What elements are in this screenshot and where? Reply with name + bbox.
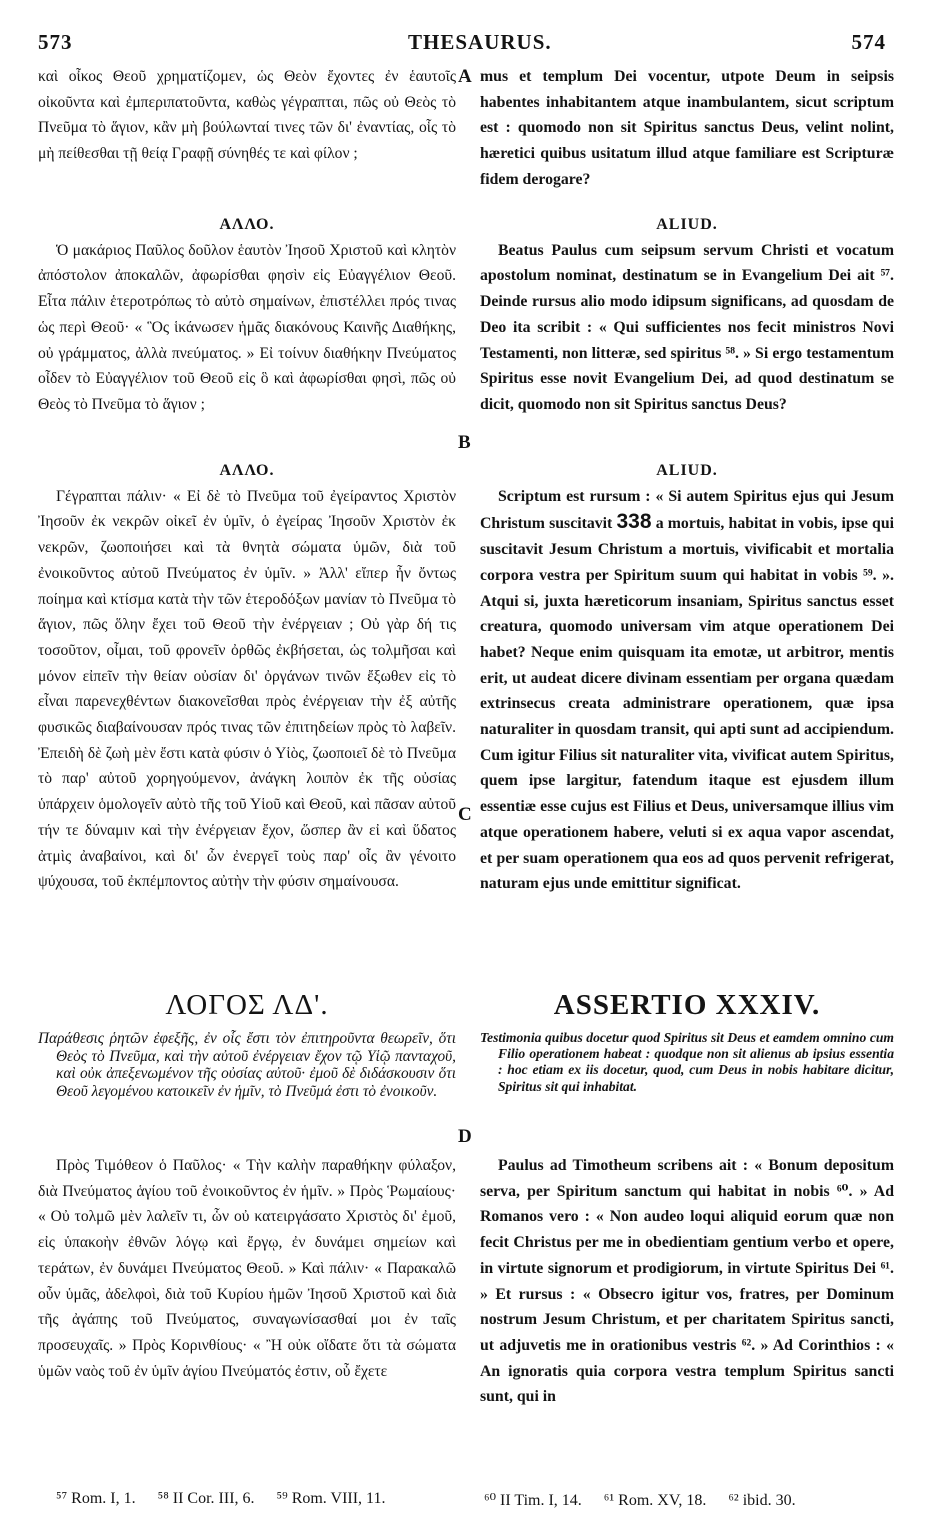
latin-section-heading: ALIUD. xyxy=(656,216,718,233)
greek-final-block xyxy=(38,1153,456,1384)
greek-aliud-1-block xyxy=(38,212,456,418)
left-page-number: 573 xyxy=(38,30,73,54)
latin-assertio-block xyxy=(480,988,894,1095)
greek-summary: Παράθεσις ῥητῶν ἐφεξῆς, ἐν οἷς ἔστι τὸν ἐπιτηροῦντα θεωρεῖν, ὅτι Θεὸς τὸ Πνεῦμα, καὶ τὴν αὐτοῦ ἐνέργειαν ἔχον τῷ Υἱῷ πανταχοῦ, καὶ οὐκ ἀπεξενωμένον τῆς οὐσίας αὐτοῦ· ἐμοῦ δὲ διδάσκουσιν ὅτι Θεοῦ λεγομένου κατοικεῖν ἐν ἡμῖν, τὸ Πνεῦμά ἐστι τὸ ἐνοικοῦν. xyxy=(38,1030,456,1100)
margin-mark-b: B xyxy=(458,432,471,453)
original-page-number: 338 xyxy=(616,510,652,534)
latin-summary: Testimonia quibus docetur quod Spiritus sit Deus et eamdem omnino cum Filio operationem habeat : quodque non sit alienus ab ipsius essentia : hoc etiam ex iis docetur, quod, cum Deus in nobis habitare dicitur, Spiritus sit qui inhabitat. xyxy=(480,1030,894,1094)
footnote: ⁶² ibid. 30. xyxy=(728,1492,796,1509)
greek-paragraph: Ὁ μακάριος Παῦλος δοῦλον ἑαυτὸν Ἰησοῦ Χριστοῦ καὶ κλητὸν ἀπόστολον ἀποκαλῶν, ἀφωρίσθαι φησὶν εἰς Εὐαγγέλιον Θεοῦ. Εἶτα πάλιν ἑτεροτρόπως τὸ αὐτὸ σημαίνων, ἐπιστέλλει πρός τινας ὡς περὶ Θεοῦ· « Ὃς ἱκάνωσεν ἡμᾶς διακόνους Καινῆς Διαθήκης, οὐ γράμματος, ἀλλὰ πνεύματος. » Εἰ τοίνυν διαθήκην Πνεύματος οἶδεν τὸ Εὐαγγέλιον τοῦ Θεοῦ εἰς ὃ καὶ ἀφωρίσθαι φησὶ, πῶς οὐ Θεὸς τὸ Πνεῦμα τὸ ἅγιον ; xyxy=(38,241,456,413)
latin-paragraph: Beatus Paulus cum seipsum servum Christi et vocatum apostolum nominat, destinatum se in Evangelium Dei ait ⁵⁷. Deinde rursus alio modo idipsum significans, ad quosdam de Deo ita scribit : « Qui sufficientes nos fecit ministros Novi Testamenti, non litteræ, sed spiritus ⁵⁸. » Si ergo testamentum Spiritus esse novit Evangelium Dei, ad quod destinatum se dicit, quomodo non sit Spiritus sanctus Deus? xyxy=(480,241,894,413)
latin-aliud-1-block xyxy=(480,212,894,418)
latin-section-heading: ALIUD. xyxy=(656,462,718,479)
greek-aliud-2-block xyxy=(38,458,456,895)
greek-section-heading: ΑΛΛΟ. xyxy=(219,462,275,479)
running-title: THESAURUS. xyxy=(408,30,552,54)
footnote: ⁶¹ Rom. XV, 18. xyxy=(603,1492,707,1509)
footnotes-right xyxy=(484,1490,814,1510)
latin-assertio-title: ASSERTIO XXXIV. xyxy=(553,989,821,1021)
greek-logos-title: ΛΟΓΟΣ ΛΔ'. xyxy=(165,989,329,1021)
margin-mark-c: C xyxy=(458,804,472,825)
latin-aliud-2-block xyxy=(480,458,894,897)
greek-logos-block xyxy=(38,988,456,1100)
greek-opening-text: καὶ οἶκος Θεοῦ χρηματίζομεν, ὡς Θεὸν ἔχοντες ἐν ἑαυτοῖς οἰκοῦντα καὶ ἐμπεριπατοῦντα, καθὼς γέγραπται, πῶς οὐ Θεὸς τὸ Πνεῦμα τὸ ἅγιον, κἂν μὴ βούλωνταί τινες τῶν δι' ἐναντίας, οἷς τὸ μὴ πείθεσθαι τῇ θείᾳ Γραφῇ σύνηθές τε καὶ φίλον ; xyxy=(38,68,456,163)
greek-paragraph: Πρὸς Τιμόθεον ὁ Παῦλος· « Τὴν καλὴν παραθήκην φύλαξον, διὰ Πνεύματος ἁγίου τοῦ ἐνοικοῦντος ἐν ἡμῖν. » Πρὸς Ῥωμαίους· « Οὐ τολμῶ μὲν λαλεῖν τι, ὧν οὐ κατειργάσατο Χριστὸς δι' ἐμοῦ, εἰς ὑπακοὴν ἐθνῶν λόγῳ καὶ ἔργῳ, ἐν δυνάμει σημείων καὶ τεράτων, ἐν δυνάμει Πνεύματος Θεοῦ. » Καὶ πάλιν· « Παρακαλῶ οὖν ὑμᾶς, ἀδελφοὶ, διὰ τοῦ Κυρίου ἡμῶν Ἰησοῦ Χριστοῦ καὶ διὰ τῆς ἀγάπης τοῦ Πνεύματος, συναγωνίσασθαί μοι ἐν ταῖς προσευχαῖς. » Πρὸς Κορινθίους· « Ἢ οὐκ οἴδατε ὅτι τὰ σώματα ὑμῶν ναὸς τοῦ ἐν ὑμῖν ἁγίου Πνεύματός ἐστιν, οὗ ἔχετε xyxy=(38,1157,456,1380)
latin-final-block xyxy=(480,1153,894,1410)
footnote: ⁶⁰ II Tim. I, 14. xyxy=(484,1492,582,1509)
latin-opening-block xyxy=(480,64,894,193)
footnote: ⁵⁷ Rom. I, 1. xyxy=(56,1490,136,1507)
footnote: ⁵⁹ Rom. VIII, 11. xyxy=(276,1490,386,1507)
right-page-number: 574 xyxy=(851,30,886,54)
latin-text-part: Scriptum est rursum : « Si autem Spiritus ejus qui Jesum Christum suscitavit xyxy=(480,487,894,533)
margin-mark-d: D xyxy=(458,1126,472,1147)
latin-opening-text: mus et templum Dei vocentur, utpote Deum in seipsis habentes inhabitantem atque inambulantem, sicut scriptum est : quomodo non sit Spiritus sanctus Deus, velint nolint, hæretici quibus usitatum illud atque familiare est Scripturæ fidem derogare? xyxy=(480,68,894,188)
margin-mark-a: A xyxy=(458,66,472,87)
greek-opening-block xyxy=(38,64,456,167)
footnotes-left xyxy=(56,1490,403,1508)
latin-text-part: a mortuis, habitat in vobis, ipse qui suscitavit Jesum Christum a mortuis, vivificabit et mortalia corpora vestra per Spiritum suum qui habitat in vobis ⁵⁹. ». Atqui si, juxta hæreticorum insaniam, Spiritus sanctus esset creatura, quomodo universam vim atque operationem Dei habet? Neque enim quisquam ita emotæ, ut arbitror, mentis erit, ut audeat dicere divinam essentiam per organa quædam extrinsecus creata administrare operationem, quæ ipsa naturaliter in quosdam transit, qui apti sunt ad accipiendum. Cum igitur Filius sit naturaliter vita, vivificat autem Spiritus, quem ipse largitur, fatendum itaque est ejusdem illum essentiæ esse cujus est Filius et Deus, universamque illius vim atque operationem habere, veluti si ex aqua vapor ascendat, et per suam operationem qua eos ad quos pervenit refrigerat, naturam ejus unde emittitur significat. xyxy=(480,515,895,893)
latin-paragraph xyxy=(480,484,894,897)
footnote: ⁵⁸ II Cor. III, 6. xyxy=(157,1490,255,1507)
latin-paragraph: Paulus ad Timotheum scribens ait : « Bonum depositum serva, per Spiritum sanctum qui habitat in nobis ⁶⁰. » Ad Romanos vero : « Non audeo loqui aliquid eorum quæ non fecit Christus per me in obedientiam gentium verbo et opere, in virtute signorum et prodigiorum, in virtute Spiritus Dei ⁶¹. » Et rursus : « Obsecro igitur vos, fratres, per Dominum nostrum Jesum Christum, et per charitatem Spiritus sancti, ut adjuvetis me in orationibus vestris ⁶². » Ad Corinthios : « An ignoratis quia corpora vestra templum Spiritus sancti sunt, qui in xyxy=(480,1157,894,1406)
greek-section-heading: ΑΛΛΟ. xyxy=(219,216,275,233)
greek-paragraph: Γέγραπται πάλιν· « Εἰ δὲ τὸ Πνεῦμα τοῦ ἐγείραντος Χριστὸν Ἰησοῦν ἐκ νεκρῶν οἰκεῖ ἐν ὑμῖν, ὁ ἐγείρας Ἰησοῦν Χριστὸν ἐκ νεκρῶν, ζωοποιήσει καὶ τὰ θνητὰ σώματα ὑμῶν, διὰ τοῦ ἐνοικοῦντος αὐτοῦ Πνεύματος ἐν ὑμῖν. » Ἀλλ' εἴπερ ἦν ὄντως ποίημα καὶ κτίσμα κατὰ τὴν τῶν ἑτεροδόξων μανίαν τὸ Πνεῦμα τὸ ἅγιον, πῶς ὅλην ἔχει τοῦ Θεοῦ τὴν ἐνέργειαν ; Οὐ γὰρ δή τις τοσοῦτον, οἶμαι, τοῦ φρονεῖν ὀρθῶς ἐκβήσεται, ὡς τολμῆσαι καὶ μόνον εἰπεῖν τὴν θείαν οὐσίαν δι' ὀργάνων τινῶν ἔξωθεν εἰς τὸ εἶναι παρενεχθέντων διακονεῖσθαι πρὸς ἐνέργειαν τὴν ἐξ αὐτῆς φυσικῶς διαβαίνουσαν πρός τινας τῶν ἐπιτηδείων πρὸς τὸ λαβεῖν. Ἐπειδὴ δὲ ζωὴ μὲν ἔστι κατὰ φύσιν ὁ Υἱὸς, ζωοποιεῖ δὲ τὸ Πνεῦμα τὸ παρ' αὐτοῦ χορηγούμενον, ἀνάγκη λοιπὸν ἐκ τῆς οὐσίας ὑπάρχειν ὁμολογεῖν αὐτὸ τῆς τοῦ Υἱοῦ καὶ Θεοῦ, καὶ πᾶσαν αὐτοῦ τήν τε δύναμιν καὶ τὴν ἐνέργειαν ἔχον, ὥσπερ ἂν εἰ καὶ ὕδατος ἀτμὶς ἀναβαίνοι, καὶ δι' ὧν ἐνεργεῖ τοὺς παρ' οἷς ἂν γένοιτο ψύχουσα, τοῦ ἐκπέμποντος αὐτὴν τὴν φύσιν σημαίνουσα. xyxy=(38,487,456,891)
